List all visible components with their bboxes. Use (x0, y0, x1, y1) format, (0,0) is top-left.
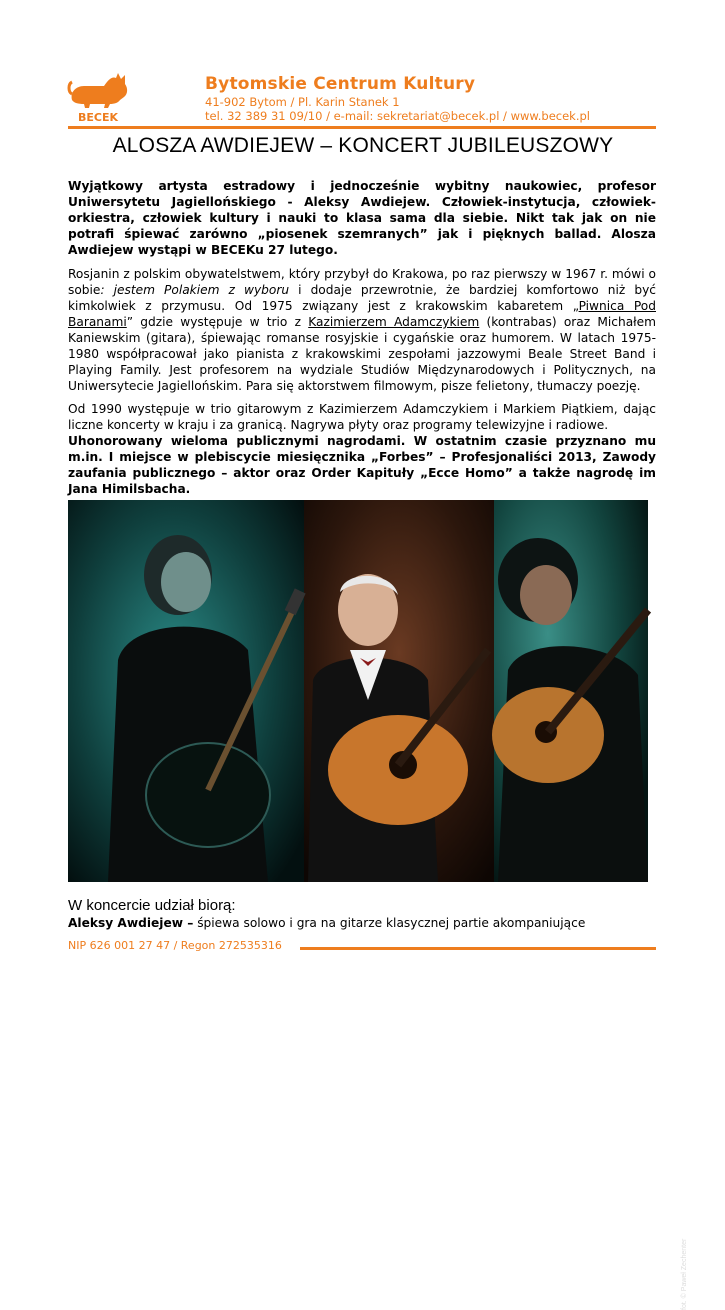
participants-heading: W koncercie udział biorą: (68, 897, 236, 914)
header-divider (68, 126, 656, 129)
becek-cat-logo-icon (68, 70, 130, 124)
organization-name: Bytomskie Centrum Kultury (205, 74, 476, 94)
photo-credit: fot. © Paweł Zechenter (681, 1238, 688, 1310)
biography-paragraph (68, 266, 656, 394)
footer-divider (300, 947, 656, 950)
career-paragraph (68, 401, 656, 497)
organization-address: 41-902 Bytom / Pl. Karin Stanek 1 (205, 95, 400, 109)
bio-text-3: ” gdzie występuje w trio z (126, 315, 309, 329)
participant-role: śpiewa solowo i gra na gitarze klasycznej partie akompaniujące (193, 916, 586, 930)
logo-text: BECEK (77, 111, 119, 124)
adamczyk-link[interactable]: Kazimierzem Adamczykiem (308, 315, 480, 329)
letterhead (68, 64, 658, 130)
career-text: Od 1990 występuje w trio gitarowym z Kazimierzem Adamczykiem i Markiem Piątkiem, dając liczne koncerty w kraju i za granicą. Nagrywa płyty oraz programy telewizyjne i radiowe. (68, 402, 656, 432)
participant-line (68, 916, 585, 930)
trio-photo-illustration (68, 500, 648, 882)
bio-text-4: (kontrabas) oraz Michałem Kaniewskim (gitara), śpiewając romanse rosyjskie i cygańskie oraz humorem. W latach 1975-1980 współpracował jako pianista z krakowskimi zespołami jazzowymi Beale Street Band i Playing Family. Jest profesorem na wydziale Studiów Międzynarodowych i Politycznych, na Uniwersytecie Jagiellońskim. Para się aktorstwem filmowym, pisze felietony, tłumaczy poezję. (68, 315, 656, 393)
organization-contact: tel. 32 389 31 09/10 / e-mail: sekretariat@becek.pl / www.becek.pl (205, 109, 590, 123)
bio-text-2: i dodaje przewrotnie, że bardziej komfortowo niż być kimkolwiek z przymusu. Od 1975 związany jest z krakowskim kabaretem „ (68, 283, 657, 313)
piwnica-link[interactable]: Piwnica Pod Baranami (68, 299, 656, 329)
awards-text: Uhonorowany wieloma publicznymi nagrodami. W ostatnim czasie przyznano mu m.in. I miejsce w plebiscycie miesięcznika „Forbes” – Profesjonaliści 2013, Zawody zaufania publicznego – aktor oraz Order Kapituły „Ecce Homo” a także nagrodę im Jana Himilsbacha. (68, 434, 656, 496)
document-title: ALOSZA AWDIEJEW – KONCERT JUBILEUSZOWY (112, 134, 614, 157)
participant-name: Aleksy Awdiejew – (68, 916, 194, 930)
bio-text-1: Rosjanin z polskim obywatelstwem, który przybył do Krakowa, po raz pierwszy w 1967 r. mówi o sobie (68, 267, 656, 297)
bio-quote: : jestem Polakiem z wyboru (100, 283, 290, 297)
footer-registration: NIP 626 001 27 47 / Regon 272535316 (68, 939, 282, 952)
lead-paragraph: Wyjątkowy artysta estradowy i jednocześnie wybitny naukowiec, profesor Uniwersytetu Jagiellońskiego - Aleksy Awdiejew. Człowiek-instytucja, człowiek-orkiestra, człowiek kultury i nauki to klasa sama dla siebie. Nikt tak jak on nie potrafi śpiewać zarówno „piosenek szemranych” jak i pięknych ballad. Alosza Awdiejew wystąpi w BECEKu 27 lutego. (68, 179, 656, 257)
